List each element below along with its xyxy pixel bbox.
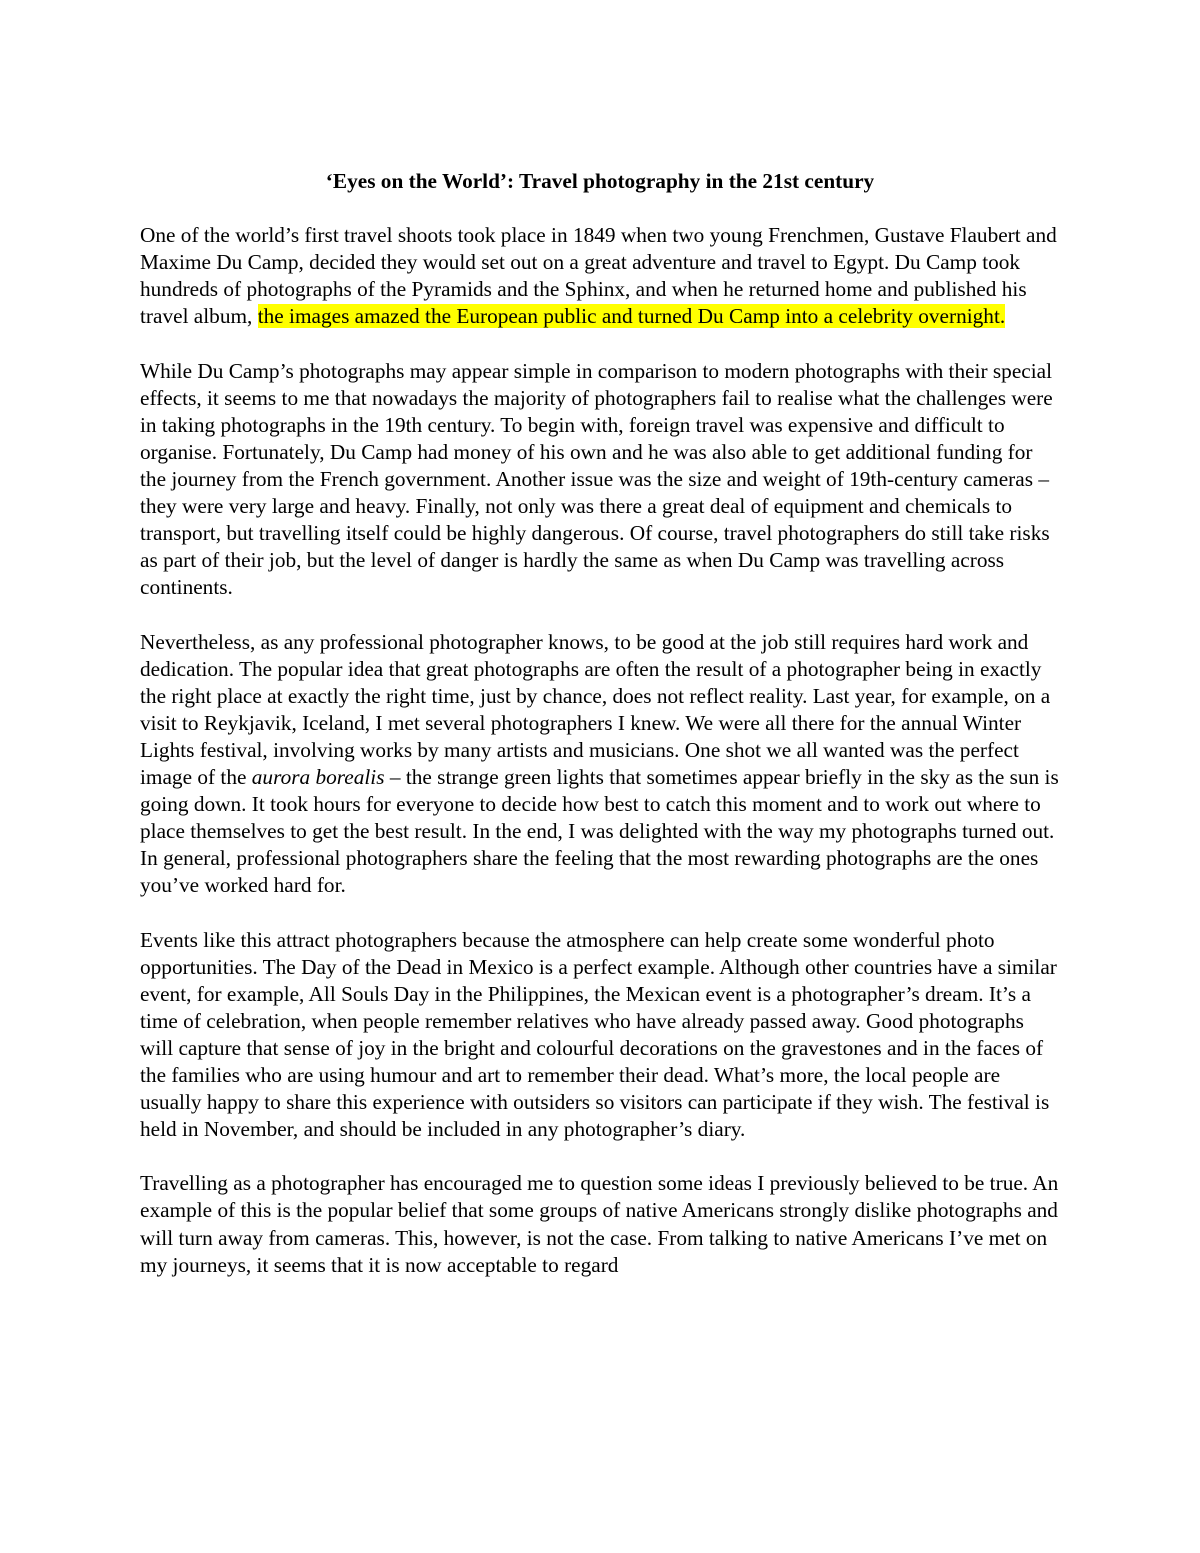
paragraph-4: Events like this attract photographers because the atmosphere can help create some wonderful photo opportunities. The Day of the Dead in Mexico is a perfect example. Although other countries have a similar event, for example, All Souls Day in the Philippines, the Mexican event is a photographer’s dream. It’s a time of celebration, when people remember relatives who have already passed away. Good photographs will capture that sense of joy in the bright and colourful decorations on the gravestones and in the faces of the families who are using humour and art to remember their dead. What’s more, the local people are usually happy to share this experience with outsiders so visitors can participate if they wish. The festival is held in November, and should be included in any photographer’s diary. [140, 927, 1057, 1142]
paragraph-2: While Du Camp’s photographs may appear simple in comparison to modern photographs with their special effects, it seems to me that nowadays the majority of photographers fail to realise what the challenges were in taking photographs in the 19th century. To begin with, foreign travel was expensive and difficult to organise. Fortunately, Du Camp had money of his own and he was also able to get additional funding for the journey from the French government. Another issue was the size and weight of 19th-century cameras – they were very large and heavy. Finally, not only was there a great deal of equipment and chemicals to transport, but travelling itself could be highly dangerous. Of course, travel photographers do still take risks as part of their job, but the level of danger is hardly the same as when Du Camp was travelling across continents. [140, 358, 1053, 600]
document-body [140, 168, 1060, 1306]
paragraph-3-text-after: – the strange green lights that sometimes appear briefly in the sky as the sun is going down. It took hours for everyone to decide how best to catch this moment and to work out where to place themselves to get the best result. In the end, I was delighted with the way my photographs turned out. In general, professional photographers share the feeling that the most rewarding photographs are the ones you’ve worked hard for. [140, 764, 1059, 898]
paragraph-1 [140, 222, 1060, 330]
paragraph-3-text-before: Nevertheless, as any professional photographer knows, to be good at the job still requires hard work and dedication. The popular idea that great photographs are often the result of a photographer being in exactly the right place at exactly the right time, just by chance, does not reflect reality. Last year, for example, on a visit to Reykjavik, Iceland, I met several photographers I knew. We were all there for the annual Winter Lights festival, involving works by many artists and musicians. One shot we all wanted was the perfect image of the [140, 629, 1051, 789]
italic-term: aurora borealis [251, 764, 385, 789]
paragraph-3 [140, 629, 1060, 900]
document-title: ‘Eyes on the World’: Travel photography in the 21st century [325, 169, 875, 193]
paragraph-1-text: One of the world’s first travel shoots took place in 1849 when two young Frenchmen, Gustave Flaubert and Maxime Du Camp, decided they would set out on a great adventure and travel to Egypt. Du Camp took hundreds of photographs of the Pyramids and the Sphinx, and when he returned home and published his travel album, [140, 223, 1057, 329]
paragraph-5: Travelling as a photographer has encouraged me to question some ideas I previously believed to be true. An example of this is the popular belief that some groups of native Americans strongly dislike photographs and will turn away from cameras. This, however, is not the case. From talking to native Americans I’ve met on my journeys, it seems that it is now acceptable to regard [140, 1171, 1059, 1277]
highlighted-text: the images amazed the European public and turned Du Camp into a celebrity overnight. [257, 304, 1006, 329]
